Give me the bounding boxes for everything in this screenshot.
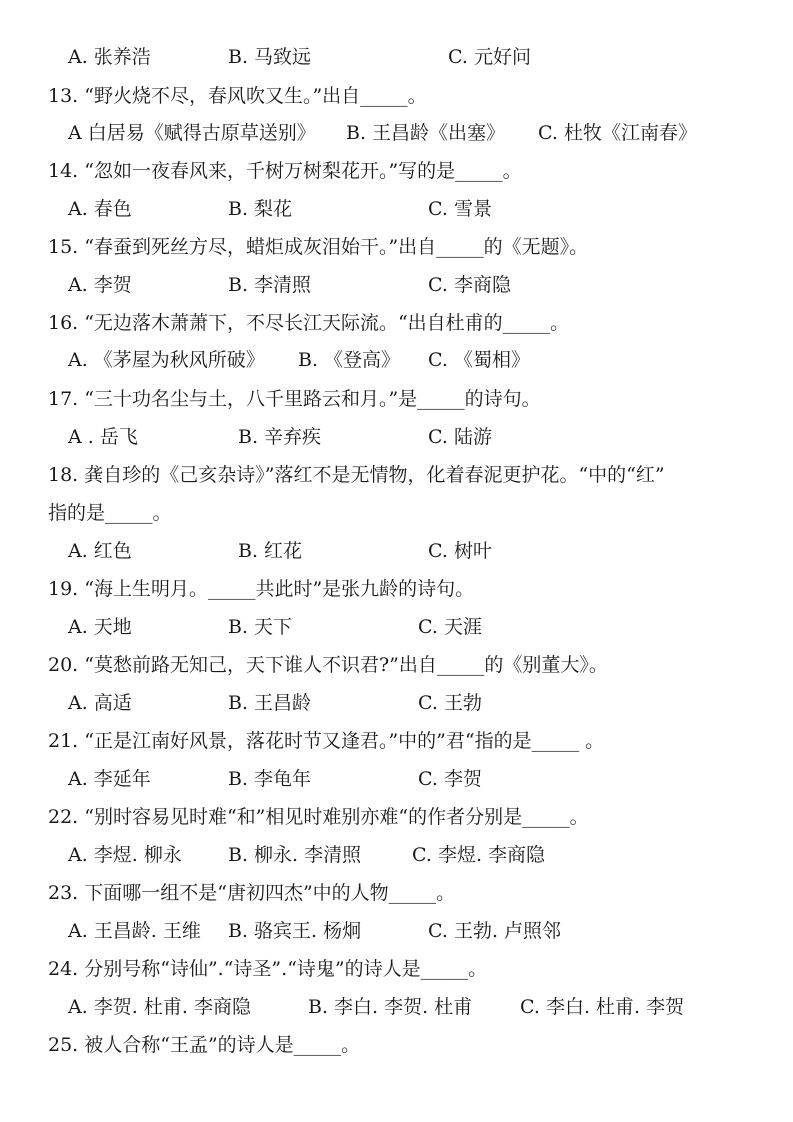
option-a: A. 李煜. 柳永 (68, 844, 182, 866)
question-24: 24. 分别号称“诗仙”.“诗圣”.“诗鬼”的诗人是_____。 (48, 958, 488, 980)
option-a: A. 张养浩 (68, 46, 151, 68)
option-b: B. 李白. 李贺. 杜甫 (308, 996, 473, 1018)
option-b: B. 《登高》 (298, 349, 401, 371)
option-b: B. 辛弃疾 (238, 426, 322, 448)
option-a: A 白居易《赋得古原草送别》 (68, 122, 316, 144)
question-23: 23. 下面哪一组不是“唐初四杰”中的人物_____。 (48, 882, 456, 904)
question-18-continued: 指的是_____。 (48, 502, 172, 524)
option-c: C. 李白. 杜甫. 李贺 (520, 996, 685, 1018)
option-b: B. 李清照 (228, 274, 312, 296)
option-a: A. 天地 (68, 616, 132, 638)
question-21: 21. “正是江南好风景，落花时节又逢君。”中的”君“指的是_____ 。 (48, 730, 605, 752)
question-20: 20. “莫愁前路无知己，天下谁人不识君?”出自_____的《别董大》。 (48, 654, 608, 676)
question-22: 22. “别时容易见时难“和”相见时难别亦难“的作者分别是_____。 (48, 806, 589, 828)
option-b: B. 柳永. 李清照 (228, 844, 362, 866)
option-c: C. 李商隐 (428, 274, 511, 296)
option-c: C. 陆游 (428, 426, 492, 448)
option-c: C. 李煜. 李商隐 (412, 844, 546, 866)
option-c: C. 杜牧《江南春》 (538, 122, 697, 144)
option-c: C. 树叶 (428, 540, 492, 562)
question-16: 16. “无边落木萧萧下，不尽长江天际流。“出自杜甫的_____。 (48, 312, 570, 334)
option-c: C. 《蜀相》 (428, 349, 530, 371)
option-c: C. 李贺 (418, 768, 482, 790)
question-25: 25. 被人合称“王孟”的诗人是_____。 (48, 1034, 361, 1056)
option-b: B. 梨花 (228, 198, 293, 220)
option-a: A. 李贺 (68, 274, 132, 296)
option-b: B. 李龟年 (228, 768, 312, 790)
option-c: C. 王勃 (418, 692, 482, 714)
question-14: 14. “忽如一夜春风来，千树万树梨花开。”写的是_____。 (48, 160, 522, 182)
option-c: C. 天涯 (418, 616, 482, 638)
option-c: C. 雪景 (428, 198, 492, 220)
option-a: A. 高适 (68, 692, 132, 714)
question-19: 19. “海上生明月。_____共此时”是张九龄的诗句。 (48, 578, 475, 600)
option-a: A. 李延年 (68, 768, 151, 790)
option-a: A. 王昌龄. 王维 (68, 920, 201, 942)
option-b: B. 马致远 (228, 46, 312, 68)
question-13: 13. “野火烧不尽，春风吹又生。”出自_____。 (48, 85, 427, 107)
option-c: C. 王勃. 卢照邻 (428, 920, 562, 942)
option-b: B. 红花 (238, 540, 303, 562)
option-b: B. 天下 (228, 616, 293, 638)
option-a: A . 岳飞 (68, 426, 138, 448)
option-a: A. 红色 (68, 540, 132, 562)
question-18: 18. 龚自珍的《己亥杂诗》”落红不是无情物，化着春泥更护花。“中的“红” (48, 464, 665, 486)
question-15: 15. “春蚕到死丝方尽，蜡炬成灰泪始干。”出自_____的《无题》。 (48, 236, 589, 258)
question-17: 17. “三十功名尘与土，八千里路云和月。”是_____的诗句。 (48, 388, 541, 410)
option-a: A. 李贺. 杜甫. 李商隐 (68, 996, 251, 1018)
option-b: B. 王昌龄《出塞》 (346, 122, 506, 144)
option-c: C. 元好问 (448, 46, 531, 68)
option-a: A. 春色 (68, 198, 132, 220)
option-a: A. 《茅屋为秋风所破》 (68, 349, 265, 371)
option-b: B. 骆宾王. 杨炯 (228, 920, 362, 942)
option-b: B. 王昌龄 (228, 692, 312, 714)
